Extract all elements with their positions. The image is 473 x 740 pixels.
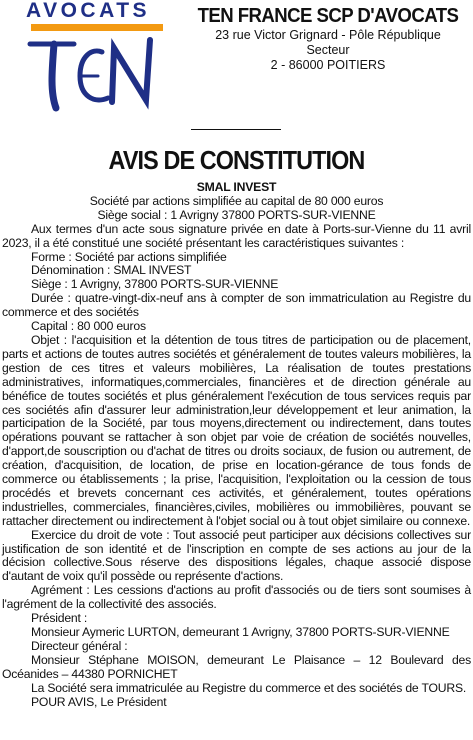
logo-orange-bar [31,24,163,31]
company-type: Société par actions simplifiée au capital de 80 000 euros [89,193,384,208]
objet-paragraph: Objet : l'acquisition et la détention de tous titres de participation ou de placement, parts et actions de toutes autres sociétés et généralement de toutes valeurs mobilières, la gestion de ces titres et valeurs mobilières, La réalisation de toutes prestations administratives, informatiques,commerciales, financières et de direction générale au bénéfice de toutes sociétés et plus généralement l'exécution de tous services requis par ces sociétés afin d'assurer leur administration,leur développement et leur animation, la participation de la Société, par tous moyens,directement ou indirectement, dans toutes opérations pouvant se rattacher à son objet par voie de création de sociétés nouvelles, d'apport,de souscription ou d'achat de titres ou droits sociaux, de fusion ou autrement, de création, d'acquisition, de location, de prise en location-gérance de tous fonds de commerce ou établissements ; la prise, l'acquisition, l'exploitation ou la cession de tous procédés et brevets concernant ces activités, et généralement, toutes opérations industrielles, commerciales, financières,civiles, mobilières ou immobilières, pouvant se rattacher directement ou indirectement à l'objet social ou à tout objet similaire ou connexe. [2,332,471,528]
president-line: Monsieur Aymeric LURTON, demeurant 1 Avrigny, 37800 PORTS-SUR-VIENNE [31,625,450,639]
firm-address-line-1: 23 rue Victor Grignard - Pôle République [215,28,441,42]
firm-address-line-3: 2 - 86000 POITIERS [270,58,386,72]
president-label: Président : [31,611,88,626]
vote-paragraph: Exercice du droit de vote : Tout associé peut participer aux décisions collectives sur justification de son identité et de l'inscription en compte de ses actions au jour de la décision collective.Sous réserve des dispositions légales, chaque associé dispose d'autant de voix qu'il possède ou représente d'actions. [2,527,471,584]
forme-line: Forme : Société par actions simplifiée [31,249,227,264]
signature-line: POUR AVIS, Le Président [31,694,167,709]
head-office: Siège social : 1 Avrigny 37800 PORTS-SUR-VIENNE [97,207,376,222]
logo-ten-glyphs [30,40,150,108]
dg-line: Monsieur Stéphane MOISON, demeurant Le Plaisance – 12 Boulevard des Océanides – 44380 PORNICHET [2,652,471,681]
notice-body [2,181,471,709]
siege-line: Siège : 1 Avrigny, 37800 PORTS-SUR-VIENNE [31,277,279,292]
capital-line: Capital : 80 000 euros [31,319,146,334]
firm-address-line-2: Secteur [306,43,350,57]
company-name: SMAL INVEST [196,180,277,194]
firm-name: TEN FRANCE SCP D'AVOCATS [197,5,459,27]
firm-header [186,4,470,73]
header-divider [191,129,281,130]
intro-paragraph: Aux termes d'un acte sous signature privée en date à Ports-sur-Vienne du 11 avril 2023, il a été constitué une société présentant les caractéristiques suivantes : [2,221,471,250]
duree-paragraph: Durée : quatre-vingt-dix-neuf ans à compter de son immatriculation au Registre du commerce et des sociétés [2,291,471,320]
immatriculation-line: La Société sera immatriculée au Registre du commerce et des sociétés de TOURS. [31,680,467,695]
agrement-paragraph: Agrément : Les cessions d'actions au profit d'associés ou de tiers sont soumises à l'agrément de la collectivité des associés. [2,583,471,612]
denomination-line: Dénomination : SMAL INVEST [31,263,192,278]
dg-label: Directeur général : [31,638,128,653]
ten-avocats-logo [0,0,176,120]
logo-avocats-word: AVOCATS [25,0,151,22]
notice-title: AVIS DE CONSTITUTION [108,145,365,175]
